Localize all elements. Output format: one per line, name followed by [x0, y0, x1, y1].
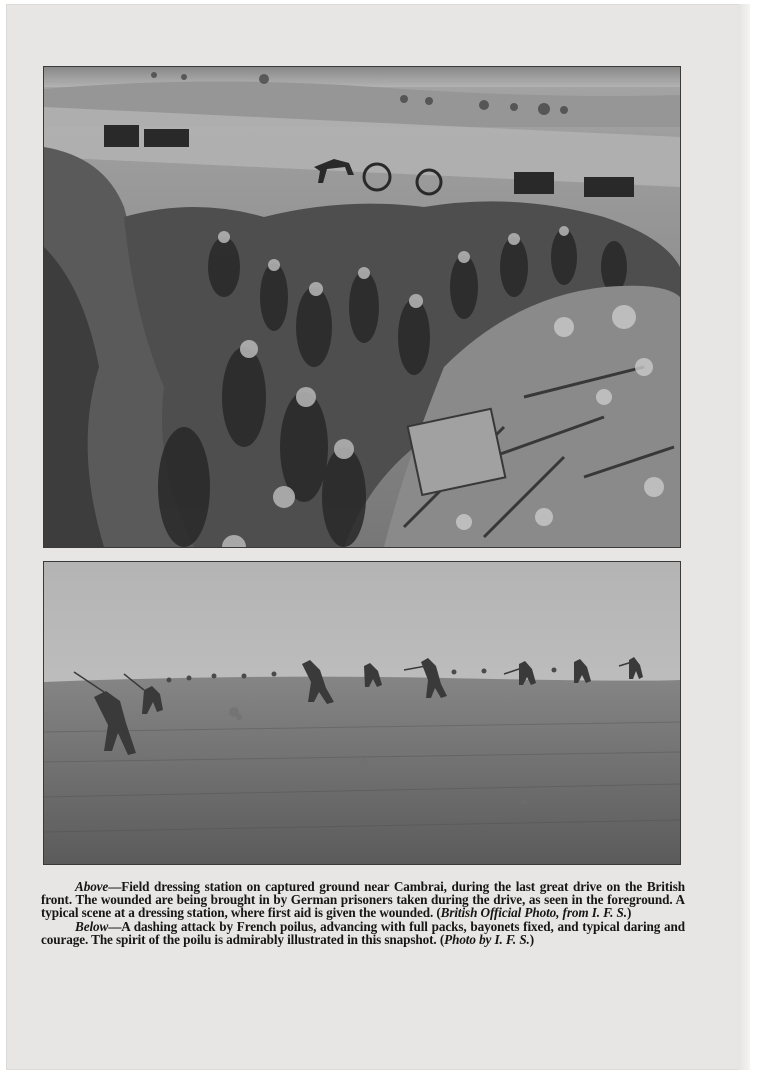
caption-above [41, 880, 685, 920]
photo-french-attack [43, 561, 681, 865]
page-edge [738, 4, 750, 1070]
caption-below-close: ) [529, 931, 535, 947]
photo-dressing-station [43, 66, 681, 548]
caption-below-credit: Photo by I. F. S. [444, 931, 530, 947]
caption-above-close: ) [626, 905, 632, 921]
caption-above-credit: British Official Photo, from I. F. S. [440, 905, 627, 921]
caption-above-text: —Field dressing station on captured ground near Cambrai, during the last great drive on the British front. The wounded are being brought in by German prisoners taken during the drive, as seen in the foreground. A typical scene at a dressing station, where first aid is given the wounded. ( [41, 879, 685, 921]
caption-below-text: —A dashing attack by French poilus, advancing with full packs, bayonets fixed, and typical daring and courage. The spirit of the poilu is admirably illustrated in this snapshot. ( [41, 918, 685, 947]
caption-below-lead: Below [75, 918, 109, 934]
caption-below [41, 920, 685, 946]
dressing-station-image [44, 67, 680, 547]
caption-above-lead: Above [75, 879, 109, 894]
photo-caption [41, 880, 685, 946]
french-attack-image [44, 562, 680, 864]
